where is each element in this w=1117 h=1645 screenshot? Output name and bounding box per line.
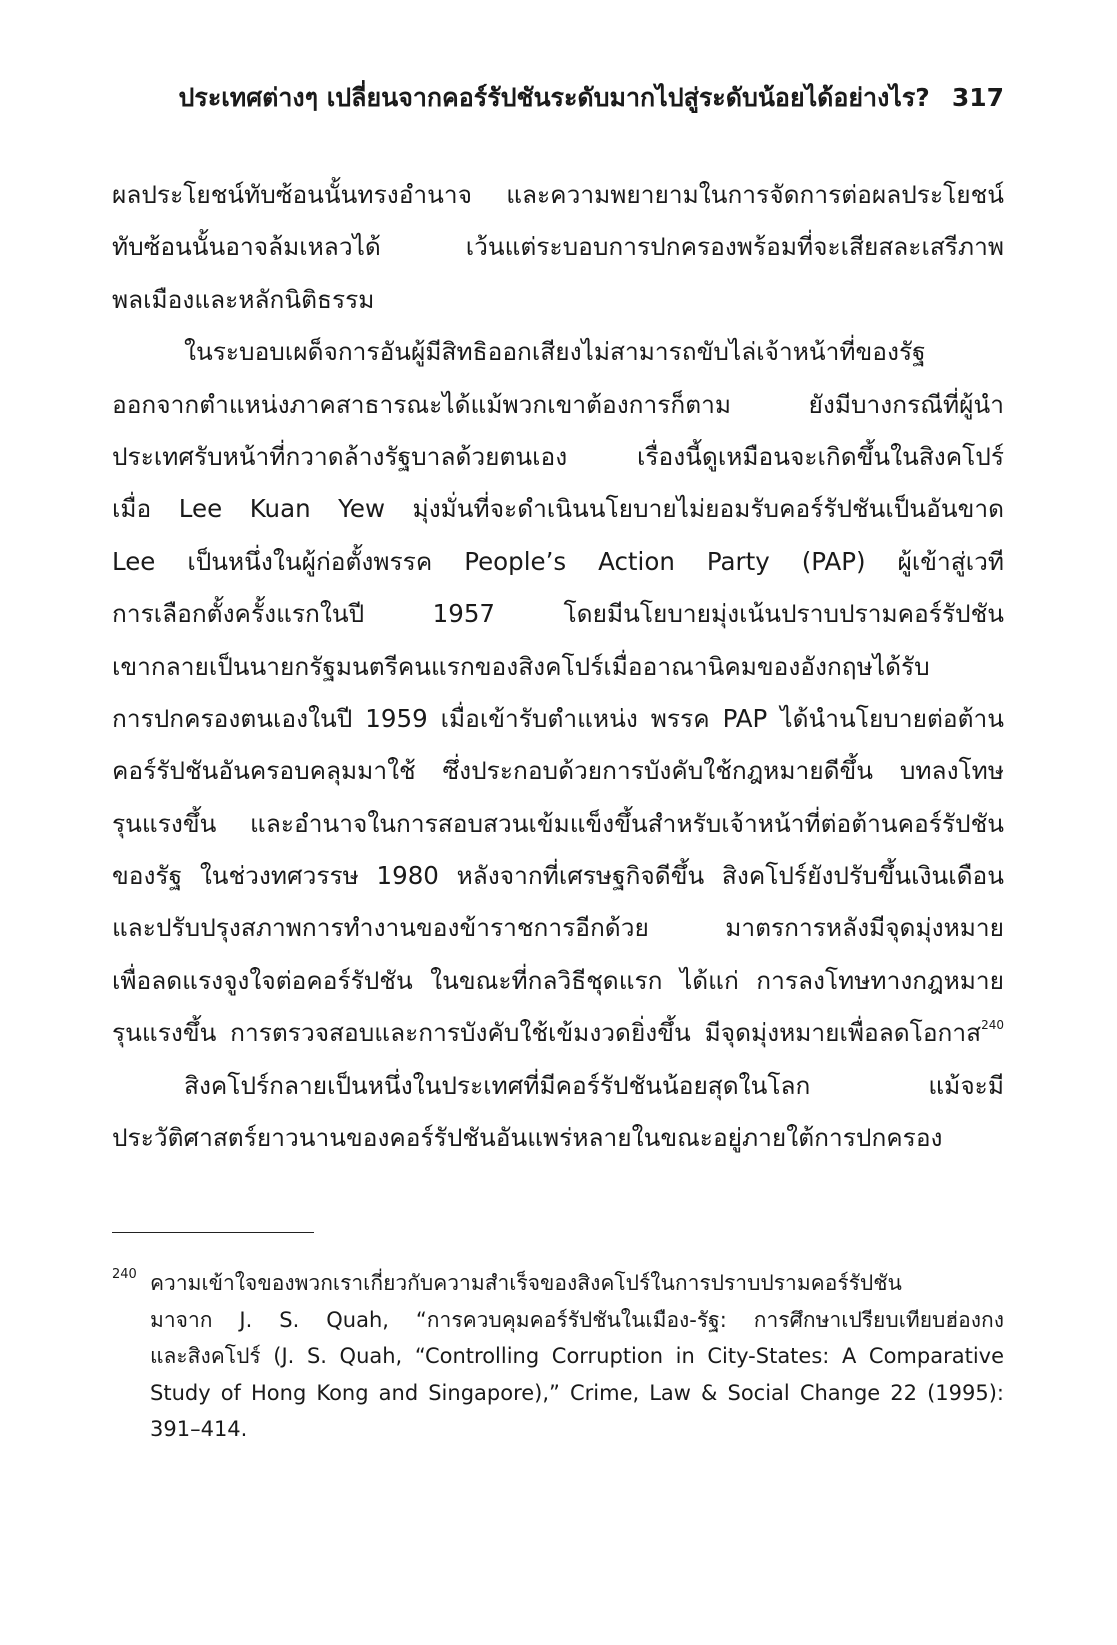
page-number: 317: [951, 83, 1004, 112]
body-text: [112, 169, 1004, 1164]
footnote-line: ความเข้าใจของพวกเราเกี่ยวกับความสำเร็จของสิงคโปร์ในการปราบปรามคอร์รัปชัน: [150, 1271, 902, 1295]
footnote-line: 391–414.: [150, 1417, 248, 1442]
body-line: ประวัติศาสตร์ยาวนานของคอร์รัปชันอันแพร่หลายในขณะอยู่ภายใต้การปกครอง: [112, 1123, 943, 1153]
running-header: [0, 78, 1004, 118]
body-line: ประเทศรับหน้าที่กวาดล้างรัฐบาลด้วยตนเอง เรื่องนี้ดูเหมือนจะเกิดขึ้นในสิงคโปร์: [112, 441, 1004, 471]
footnote-divider: [112, 1232, 314, 1233]
body-line: คอร์รัปชันอันครอบคลุมมาใช้ ซึ่งประกอบด้วยการบังคับใช้กฎหมายดีขึ้น บทลงโทษ: [112, 756, 1004, 786]
body-line: การเลือกตั้งครั้งแรกในปี 1957 โดยมีนโยบายมุ่งเน้นปราบปรามคอร์รัปชัน: [112, 599, 1004, 629]
body-line: ในระบอบเผด็จการอันผู้มีสิทธิออกเสียงไม่สามารถขับไล่เจ้าหน้าที่ของรัฐ: [184, 337, 926, 367]
body-line: และปรับปรุงสภาพการทำงานของข้าราชการอีกด้วย มาตรการหลังมีจุดมุ่งหมาย: [112, 913, 1004, 943]
body-line: สิงคโปร์กลายเป็นหนึ่งในประเทศที่มีคอร์รัปชันน้อยสุดในโลก แม้จะมี: [184, 1070, 1004, 1100]
body-line: เขากลายเป็นนายกรัฐมนตรีคนแรกของสิงคโปร์เมื่ออาณานิคมของอังกฤษได้รับ: [112, 651, 930, 681]
body-line: ทับซ้อนนั้นอาจล้มเหลวได้ เว้นแต่ระบอบการปกครองพร้อมที่จะเสียสละเสรีภาพ: [112, 232, 1004, 262]
footnote-line: Study of Hong Kong and Singapore),” Crime, Law & Social Change 22 (1995):: [150, 1380, 1004, 1405]
body-line: เพื่อลดแรงจูงใจต่อคอร์รัปชัน ในขณะที่กลวิธีชุดแรก ได้แก่ การลงโทษทางกฎหมาย: [112, 965, 1004, 995]
body-line: รุนแรงขึ้น และอำนาจในการสอบสวนเข้มแข็งขึ้นสำหรับเจ้าหน้าที่ต่อต้านคอร์รัปชัน: [112, 808, 1004, 838]
body-line: ผลประโยชน์ทับซ้อนนั้นทรงอำนาจ และความพยายามในการจัดการต่อผลประโยชน์: [112, 180, 1004, 209]
body-line: การปกครองตนเองในปี 1959 เมื่อเข้ารับตำแหน่ง พรรค PAP ได้นำนโยบายต่อต้าน: [112, 703, 1004, 733]
footnote-line: มาจาก J. S. Quah, “การควบคุมคอร์รัปชันในเมือง-รัฐ: การศึกษาเปรียบเทียบฮ่องกง: [150, 1307, 1004, 1332]
body-line: ออกจากตำแหน่งภาคสาธารณะได้แม้พวกเขาต้องการก็ตาม ยังมีบางกรณีที่ผู้นำ: [112, 389, 1004, 419]
body-line: พลเมืองและหลักนิติธรรม: [112, 284, 375, 314]
footnote-marker: 240: [112, 1267, 137, 1282]
body-line-text: รุนแรงขึ้น การตรวจสอบและการบังคับใช้เข้มงวดยิ่งขึ้น มีจุดมุ่งหมายเพื่อลดโอกาส: [112, 1018, 982, 1048]
chapter-title: ประเทศต่างๆ เปลี่ยนจากคอร์รัปชันระดับมากไปสู่ระดับน้อยได้อย่างไร?: [178, 83, 930, 112]
body-line-with-footnote-ref: [112, 1007, 1004, 1059]
body-line: ของรัฐ ในช่วงทศวรรษ 1980 หลังจากที่เศรษฐกิจดีขึ้น สิงคโปร์ยังปรับขึ้นเงินเดือน: [112, 861, 1004, 891]
body-line: Lee เป็นหนึ่งในผู้ก่อตั้งพรรค People’s Action Party (PAP) ผู้เข้าสู่เวที: [112, 546, 1004, 576]
footnote-line: และสิงคโปร์ (J. S. Quah, “Controlling Corruption in City-States: A Comparative: [150, 1344, 1004, 1369]
footnote: [112, 1265, 1004, 1448]
footnote-reference[interactable]: 240: [981, 1018, 1004, 1033]
body-line: เมื่อ Lee Kuan Yew มุ่งมั่นที่จะดำเนินนโยบายไม่ยอมรับคอร์รัปชันเป็นอันขาด: [112, 494, 1004, 524]
